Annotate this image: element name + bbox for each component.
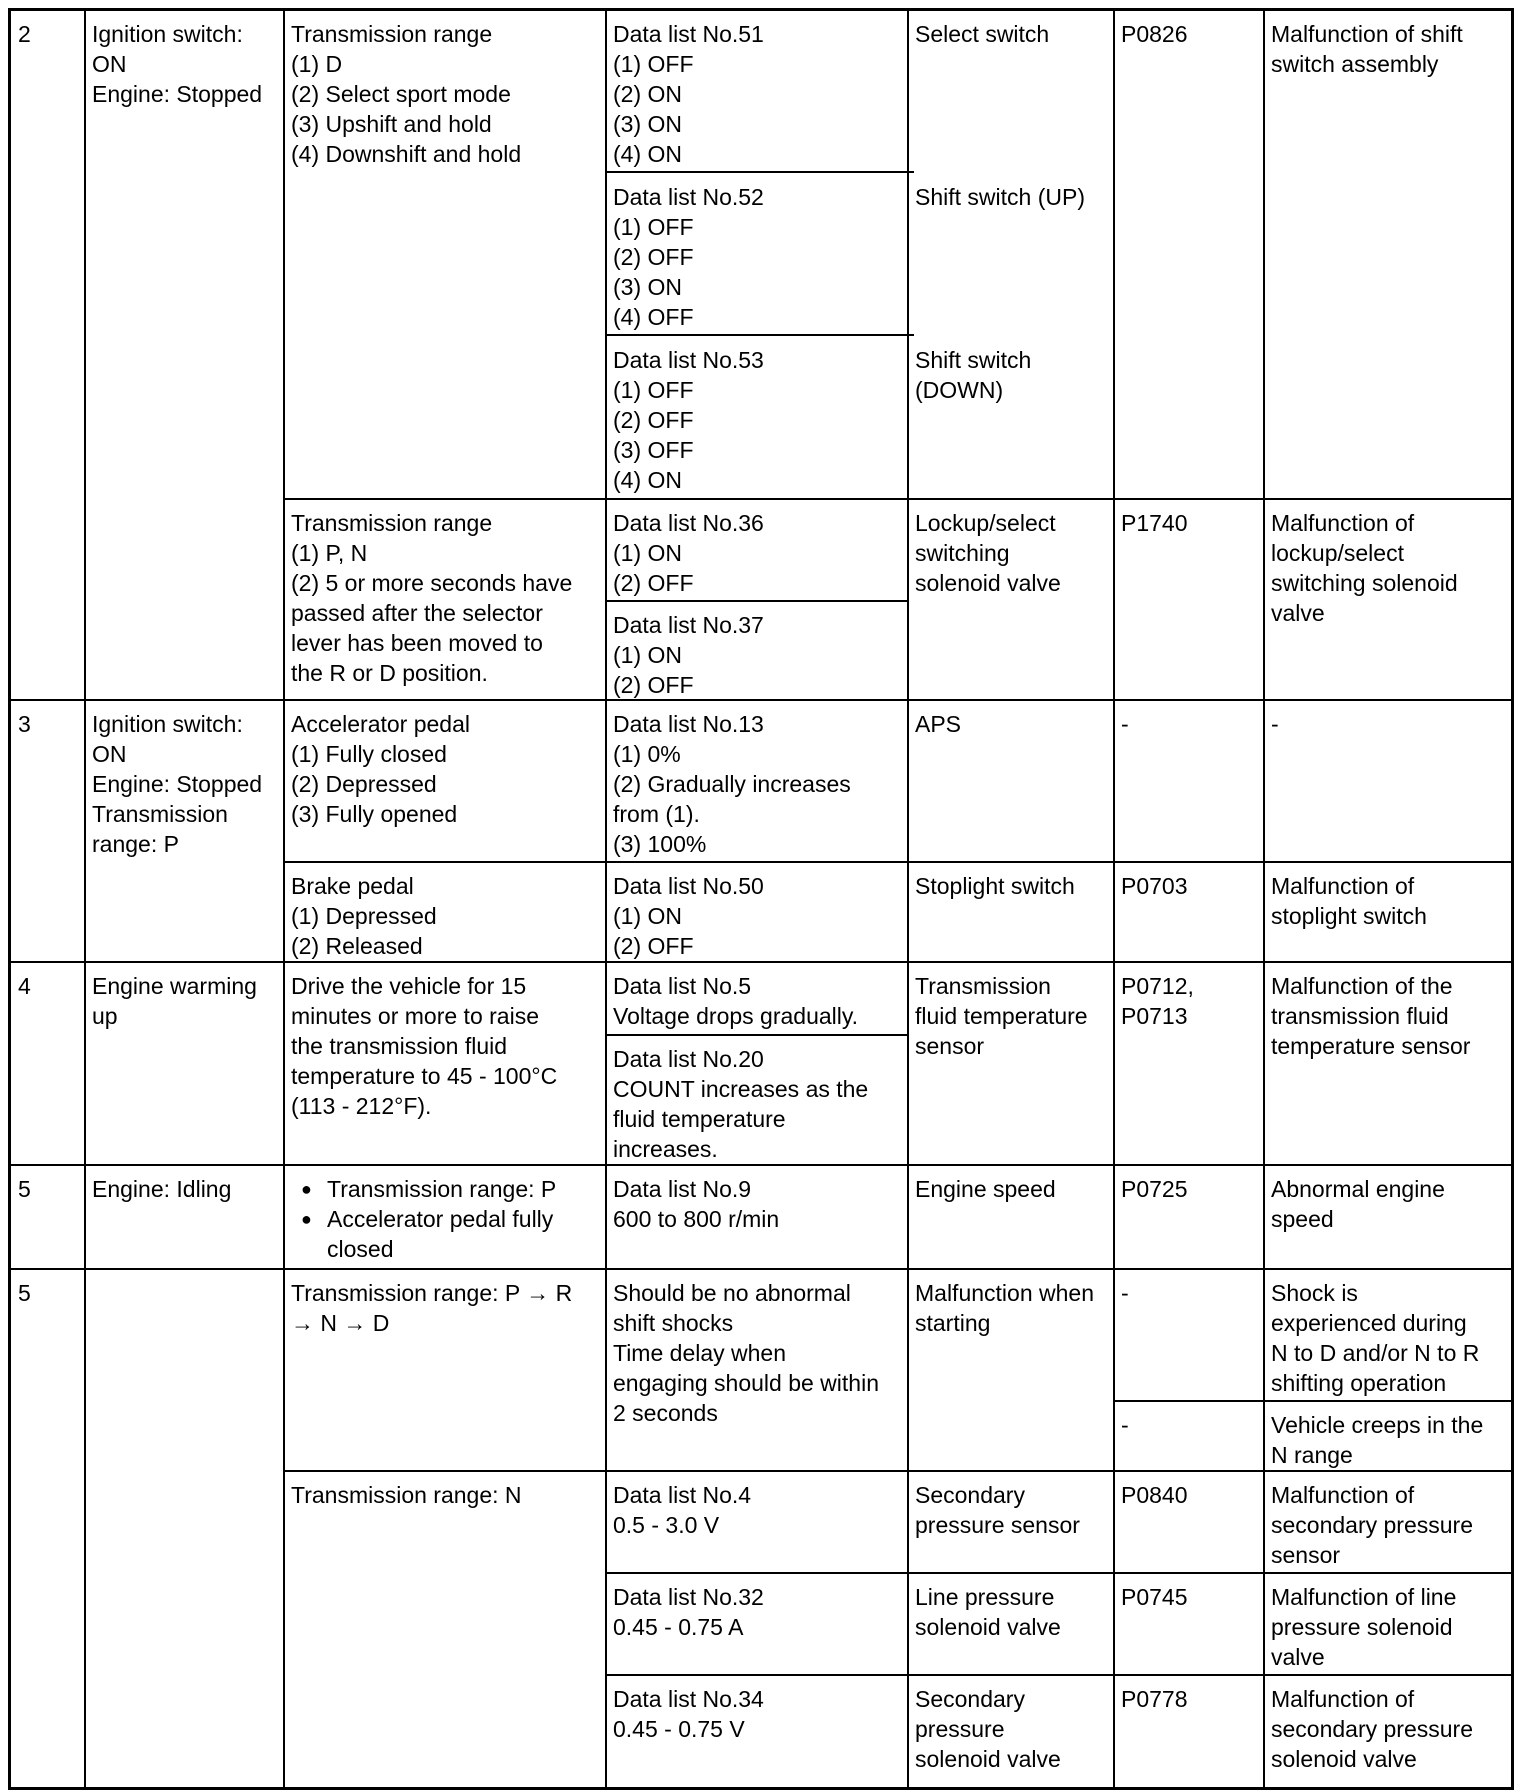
row-2-operation-lockup: Transmission range (1) P, N (2) 5 or more seconds have passed after the selector lever has been moved to the R or D position. bbox=[291, 510, 573, 686]
row-5b-trouble-creep: Vehicle creeps in the N range bbox=[1271, 1412, 1484, 1468]
sub-row-divider bbox=[606, 334, 914, 336]
row-5a-number: 5 bbox=[18, 1176, 31, 1202]
row-5b-operation-n: Transmission range: N bbox=[291, 1482, 522, 1508]
row-2-operation-shift: Transmission range (1) D (2) Select sport mode (3) Upshift and hold (4) Downshift and hold bbox=[291, 21, 522, 167]
column-divider bbox=[605, 11, 607, 1787]
row-5b-dtc-secondary-solenoid: P0778 bbox=[1121, 1686, 1188, 1712]
row-5b-trouble-secondary-solenoid: Malfunction of secondary pressure solenoid valve bbox=[1271, 1686, 1473, 1772]
row-5b-condition bbox=[85, 1270, 284, 1787]
row-2-condition: Ignition switch: ON Engine: Stopped bbox=[92, 21, 263, 107]
row-2-trouble-lockup: Malfunction of lockup/select switching solenoid valve bbox=[1271, 510, 1458, 626]
row-5a-trouble: Abnormal engine speed bbox=[1271, 1176, 1445, 1232]
row-5b-result-34: Data list No.34 0.45 - 0.75 V bbox=[613, 1686, 764, 1742]
row-2-result-36: Data list No.36 (1) ON (2) OFF bbox=[613, 510, 764, 596]
row-2-result-52: Data list No.52 (1) OFF (2) OFF (3) ON (4) OFF bbox=[613, 184, 764, 330]
sub-row-divider bbox=[606, 1034, 908, 1036]
column-divider bbox=[84, 11, 86, 1787]
sub-row-divider bbox=[284, 498, 1511, 500]
row-5a-condition: Engine: Idling bbox=[92, 1176, 232, 1202]
row-2-item-select-switch: Select switch bbox=[915, 21, 1050, 47]
sub-row-divider bbox=[284, 1470, 1511, 1472]
row-3-trouble-aps: - bbox=[1271, 711, 1279, 737]
row-4-item: Transmission fluid temperature sensor bbox=[915, 973, 1088, 1059]
row-5b-item-secondary-sensor: Secondary pressure sensor bbox=[915, 1482, 1080, 1538]
column-divider bbox=[283, 11, 285, 1787]
sub-row-divider bbox=[1114, 1400, 1511, 1402]
row-3-number: 3 bbox=[18, 711, 31, 737]
row-5a-item: Engine speed bbox=[915, 1176, 1056, 1202]
row-2-item-shift-down: Shift switch (DOWN) bbox=[915, 347, 1032, 403]
row-3-result-50: Data list No.50 (1) ON (2) OFF bbox=[613, 873, 764, 959]
sub-row-divider bbox=[606, 171, 914, 173]
sub-row-divider bbox=[284, 861, 1511, 863]
row-2-item-lockup: Lockup/select switching solenoid valve bbox=[915, 510, 1061, 596]
row-5a-operation-bullet: ● Transmission range: P bbox=[291, 1174, 599, 1204]
row-3-item-aps: APS bbox=[915, 711, 962, 737]
row-5b-result-32: Data list No.32 0.45 - 0.75 A bbox=[613, 1584, 764, 1640]
row-3-result-13: Data list No.13 (1) 0% (2) Gradually increases from (1). (3) 100% bbox=[613, 711, 851, 857]
row-2-result-53: Data list No.53 (1) OFF (2) OFF (3) OFF (4) ON bbox=[613, 347, 764, 493]
row-4-number: 4 bbox=[18, 973, 31, 999]
row-2-dtc-lockup: P1740 bbox=[1121, 510, 1188, 536]
row-divider bbox=[11, 961, 1511, 963]
row-3-dtc-aps: - bbox=[1121, 711, 1129, 737]
row-4-trouble: Malfunction of the transmission fluid temperature sensor bbox=[1271, 973, 1471, 1059]
column-divider bbox=[907, 11, 909, 1787]
row-5a-operation bbox=[284, 1166, 606, 1268]
row-divider bbox=[11, 699, 1511, 701]
row-2-dtc-shift: P0826 bbox=[1121, 21, 1188, 47]
row-5b-item-secondary-solenoid: Secondary pressure solenoid valve bbox=[915, 1686, 1061, 1772]
row-5a-dtc: P0725 bbox=[1121, 1176, 1188, 1202]
row-5b-result-4: Data list No.4 0.5 - 3.0 V bbox=[613, 1482, 752, 1538]
row-5b-trouble-line-pressure: Malfunction of line pressure solenoid valve bbox=[1271, 1584, 1457, 1670]
row-5b-result-shift: Should be no abnormal shift shocks Time delay when engaging should be within 2 seconds bbox=[613, 1280, 879, 1426]
row-divider bbox=[11, 1164, 1511, 1166]
row-2-item-shift-up: Shift switch (UP) bbox=[915, 184, 1085, 210]
row-3-trouble-stoplight: Malfunction of stoplight switch bbox=[1271, 873, 1427, 929]
row-5b-item-starting: Malfunction when starting bbox=[915, 1280, 1094, 1336]
row-5b-dtc-line-pressure: P0745 bbox=[1121, 1584, 1188, 1610]
inspection-table bbox=[8, 8, 1514, 1790]
row-4-result-20: Data list No.20 COUNT increases as the fluid temperature increases. bbox=[613, 1046, 869, 1162]
column-divider bbox=[1263, 11, 1265, 1787]
row-2-trouble-shift: Malfunction of shift switch assembly bbox=[1271, 21, 1463, 77]
row-3-condition: Ignition switch: ON Engine: Stopped Transmission range: P bbox=[92, 711, 263, 857]
row-5b-dtc-creep: - bbox=[1121, 1412, 1129, 1438]
row-divider bbox=[11, 1268, 1511, 1270]
sub-row-divider bbox=[606, 1572, 1511, 1574]
row-5b-item-line-pressure: Line pressure solenoid valve bbox=[915, 1584, 1061, 1640]
row-5b-dtc-shock: - bbox=[1121, 1280, 1129, 1306]
row-4-dtc: P0712, P0713 bbox=[1121, 973, 1194, 1029]
sub-row-divider bbox=[606, 1674, 1511, 1676]
row-4-result-5: Data list No.5 Voltage drops gradually. bbox=[613, 973, 859, 1029]
row-5b-operation-shift: Transmission range: P → R → N → D bbox=[291, 1280, 573, 1336]
row-5b-dtc-secondary-sensor: P0840 bbox=[1121, 1482, 1188, 1508]
row-2-result-37: Data list No.37 (1) ON (2) OFF bbox=[613, 612, 764, 698]
row-3-operation-brake: Brake pedal (1) Depressed (2) Released bbox=[291, 873, 437, 959]
row-2-result-51: Data list No.51 (1) OFF (2) ON (3) ON (4) ON bbox=[613, 21, 764, 167]
row-3-item-stoplight: Stoplight switch bbox=[915, 873, 1075, 899]
row-5b-number: 5 bbox=[18, 1280, 31, 1306]
row-4-condition: Engine warming up bbox=[92, 973, 257, 1029]
row-5a-result-9: Data list No.9 600 to 800 r/min bbox=[613, 1176, 780, 1232]
column-divider bbox=[1113, 11, 1115, 1787]
sub-row-divider bbox=[606, 600, 908, 602]
row-4-operation: Drive the vehicle for 15 minutes or more to raise the transmission fluid temperature to 45 - 100°C (113 - 212°F). bbox=[291, 973, 558, 1119]
row-3-dtc-stoplight: P0703 bbox=[1121, 873, 1188, 899]
row-5b-trouble-secondary-sensor: Malfunction of secondary pressure sensor bbox=[1271, 1482, 1473, 1568]
row-5b-trouble-shock: Shock is experienced during N to D and/or N to R shifting operation bbox=[1271, 1280, 1480, 1396]
row-5a-operation-bullet: ● Accelerator pedal fully closed bbox=[291, 1204, 599, 1264]
row-2-number: 2 bbox=[18, 21, 31, 47]
row-3-operation-accelerator: Accelerator pedal (1) Fully closed (2) Depressed (3) Fully opened bbox=[291, 711, 470, 827]
